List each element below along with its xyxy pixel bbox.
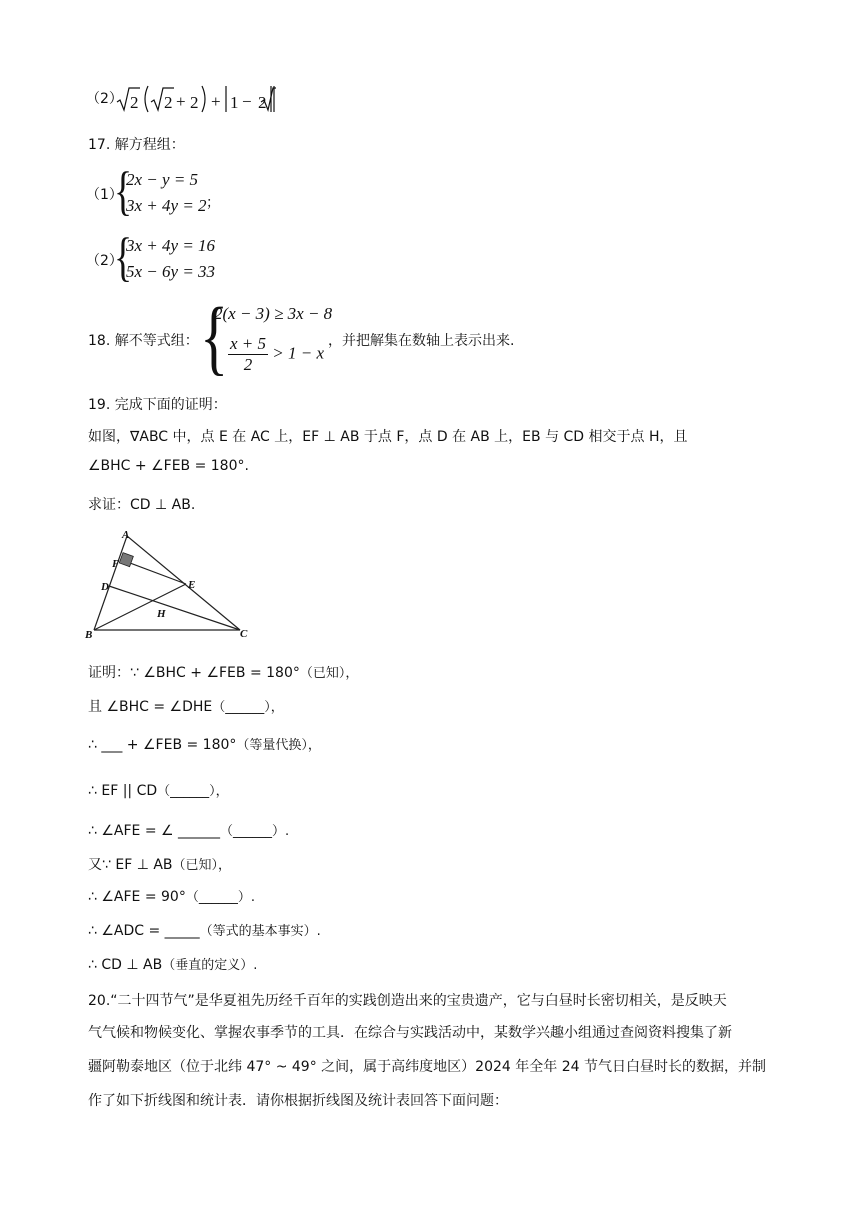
proof-step-7: ∴ ∠AFE = 90°（______）. xyxy=(88,889,255,905)
q17-part2-eq2: 5x − 6y = 33 xyxy=(126,262,216,281)
svg-text:−: − xyxy=(242,92,252,111)
proof-step-4: ∴ EF || CD（______）， xyxy=(88,783,229,799)
svg-text:2: 2 xyxy=(130,93,139,112)
proof-step-3: ∴ ___ + ∠FEB = 180°（等量代换）， xyxy=(88,737,321,753)
q17-part2-label: （2） xyxy=(86,253,123,269)
q20-line3: 疆阿勒泰地区（位于北纬 47° ~ 49° 之间，属于高纬度地区）2024 年全年 24 节气日白昼时长的数据，并制 xyxy=(88,1059,766,1075)
q18-frac-den: 2 xyxy=(243,355,253,374)
proof-step-1: 证明：∵ ∠BHC + ∠FEB = 180°（已知）， xyxy=(88,665,359,681)
q18-ineq1: 2(x − 3) ≥ 3x − 8 xyxy=(214,304,333,323)
q19-line1: 如图，∇ABC 中，点 E 在 AC 上，EF ⊥ AB 于点 F，点 D 在 AB 上，EB 与 CD 相交于点 H，且 xyxy=(88,429,688,445)
svg-text:1: 1 xyxy=(230,93,239,112)
q18-ineq2 xyxy=(228,334,324,375)
q18-label: 18. 解不等式组： xyxy=(88,333,199,349)
q17-part2-eq1: 3x + 4y = 16 xyxy=(126,236,216,255)
q18-ineq2-rest: > 1 − x xyxy=(272,343,325,363)
label-F: F xyxy=(112,558,120,570)
q18-frac-num: x + 5 xyxy=(230,334,267,353)
q17-part2-brace: { xyxy=(114,227,133,287)
proof-step-9: ∴ CD ⊥ AB（垂直的定义）. xyxy=(88,957,258,973)
q17-part1-label: （1） xyxy=(86,187,123,203)
q20-line4: 作了如下折线图和统计表．请你根据折线图及统计表回答下面问题： xyxy=(88,1093,508,1109)
proof-step-5: ∴ ∠AFE = ∠ ______（______）. xyxy=(88,823,290,839)
q17-part1-brace: { xyxy=(114,161,133,221)
q16-part2-expression xyxy=(116,82,276,116)
q18-tail: ，并把解集在数轴上表示出来. xyxy=(328,333,515,349)
proof-step-2: 且 ∠BHC = ∠DHE（______）， xyxy=(88,699,284,715)
q17-part1-tail: ； xyxy=(206,195,220,211)
q20-line2: 气气候和物候变化、掌握农事季节的工具．在综合与实践活动中，某数学兴趣小组通过查阅资料搜集了新 xyxy=(88,1025,732,1041)
triangle-figure xyxy=(82,526,262,644)
svg-text:+: + xyxy=(211,92,221,111)
proof-step-6: 又∵ EF ⊥ AB（已知）， xyxy=(88,857,232,873)
q17-part1-eq2: 3x + 4y = 2 xyxy=(126,196,207,215)
label-D: D xyxy=(101,581,109,593)
proof-step-8: ∴ ∠ADC = _____（等式的基本事实）. xyxy=(88,923,321,939)
label-A: A xyxy=(122,529,130,541)
svg-text:2: 2 xyxy=(190,93,199,112)
q19-title: 19. 完成下面的证明： xyxy=(88,397,227,413)
q16-part2-label: （2） xyxy=(86,91,123,107)
label-E: E xyxy=(188,579,196,591)
q17-title: 17. 解方程组： xyxy=(88,137,185,153)
q19-prove: 求证：CD ⊥ AB. xyxy=(88,497,196,513)
svg-text:2: 2 xyxy=(164,93,173,112)
svg-text:+: + xyxy=(176,92,186,111)
svg-text:2: 2 xyxy=(258,93,267,112)
q19-line2: ∠BHC + ∠FEB = 180°. xyxy=(88,458,249,474)
label-B: B xyxy=(85,629,93,641)
label-C: C xyxy=(240,628,248,640)
sqrt2-tail xyxy=(258,82,278,116)
label-H: H xyxy=(157,608,166,620)
q17-part1-eq1: 2x − y = 5 xyxy=(126,170,199,189)
q20-line1: 20.“二十四节气”是华夏祖先历经千百年的实践创造出来的宝贵遗产，它与白昼时长密切相关，是反映天 xyxy=(88,993,727,1009)
q18-brace: { xyxy=(200,291,229,384)
